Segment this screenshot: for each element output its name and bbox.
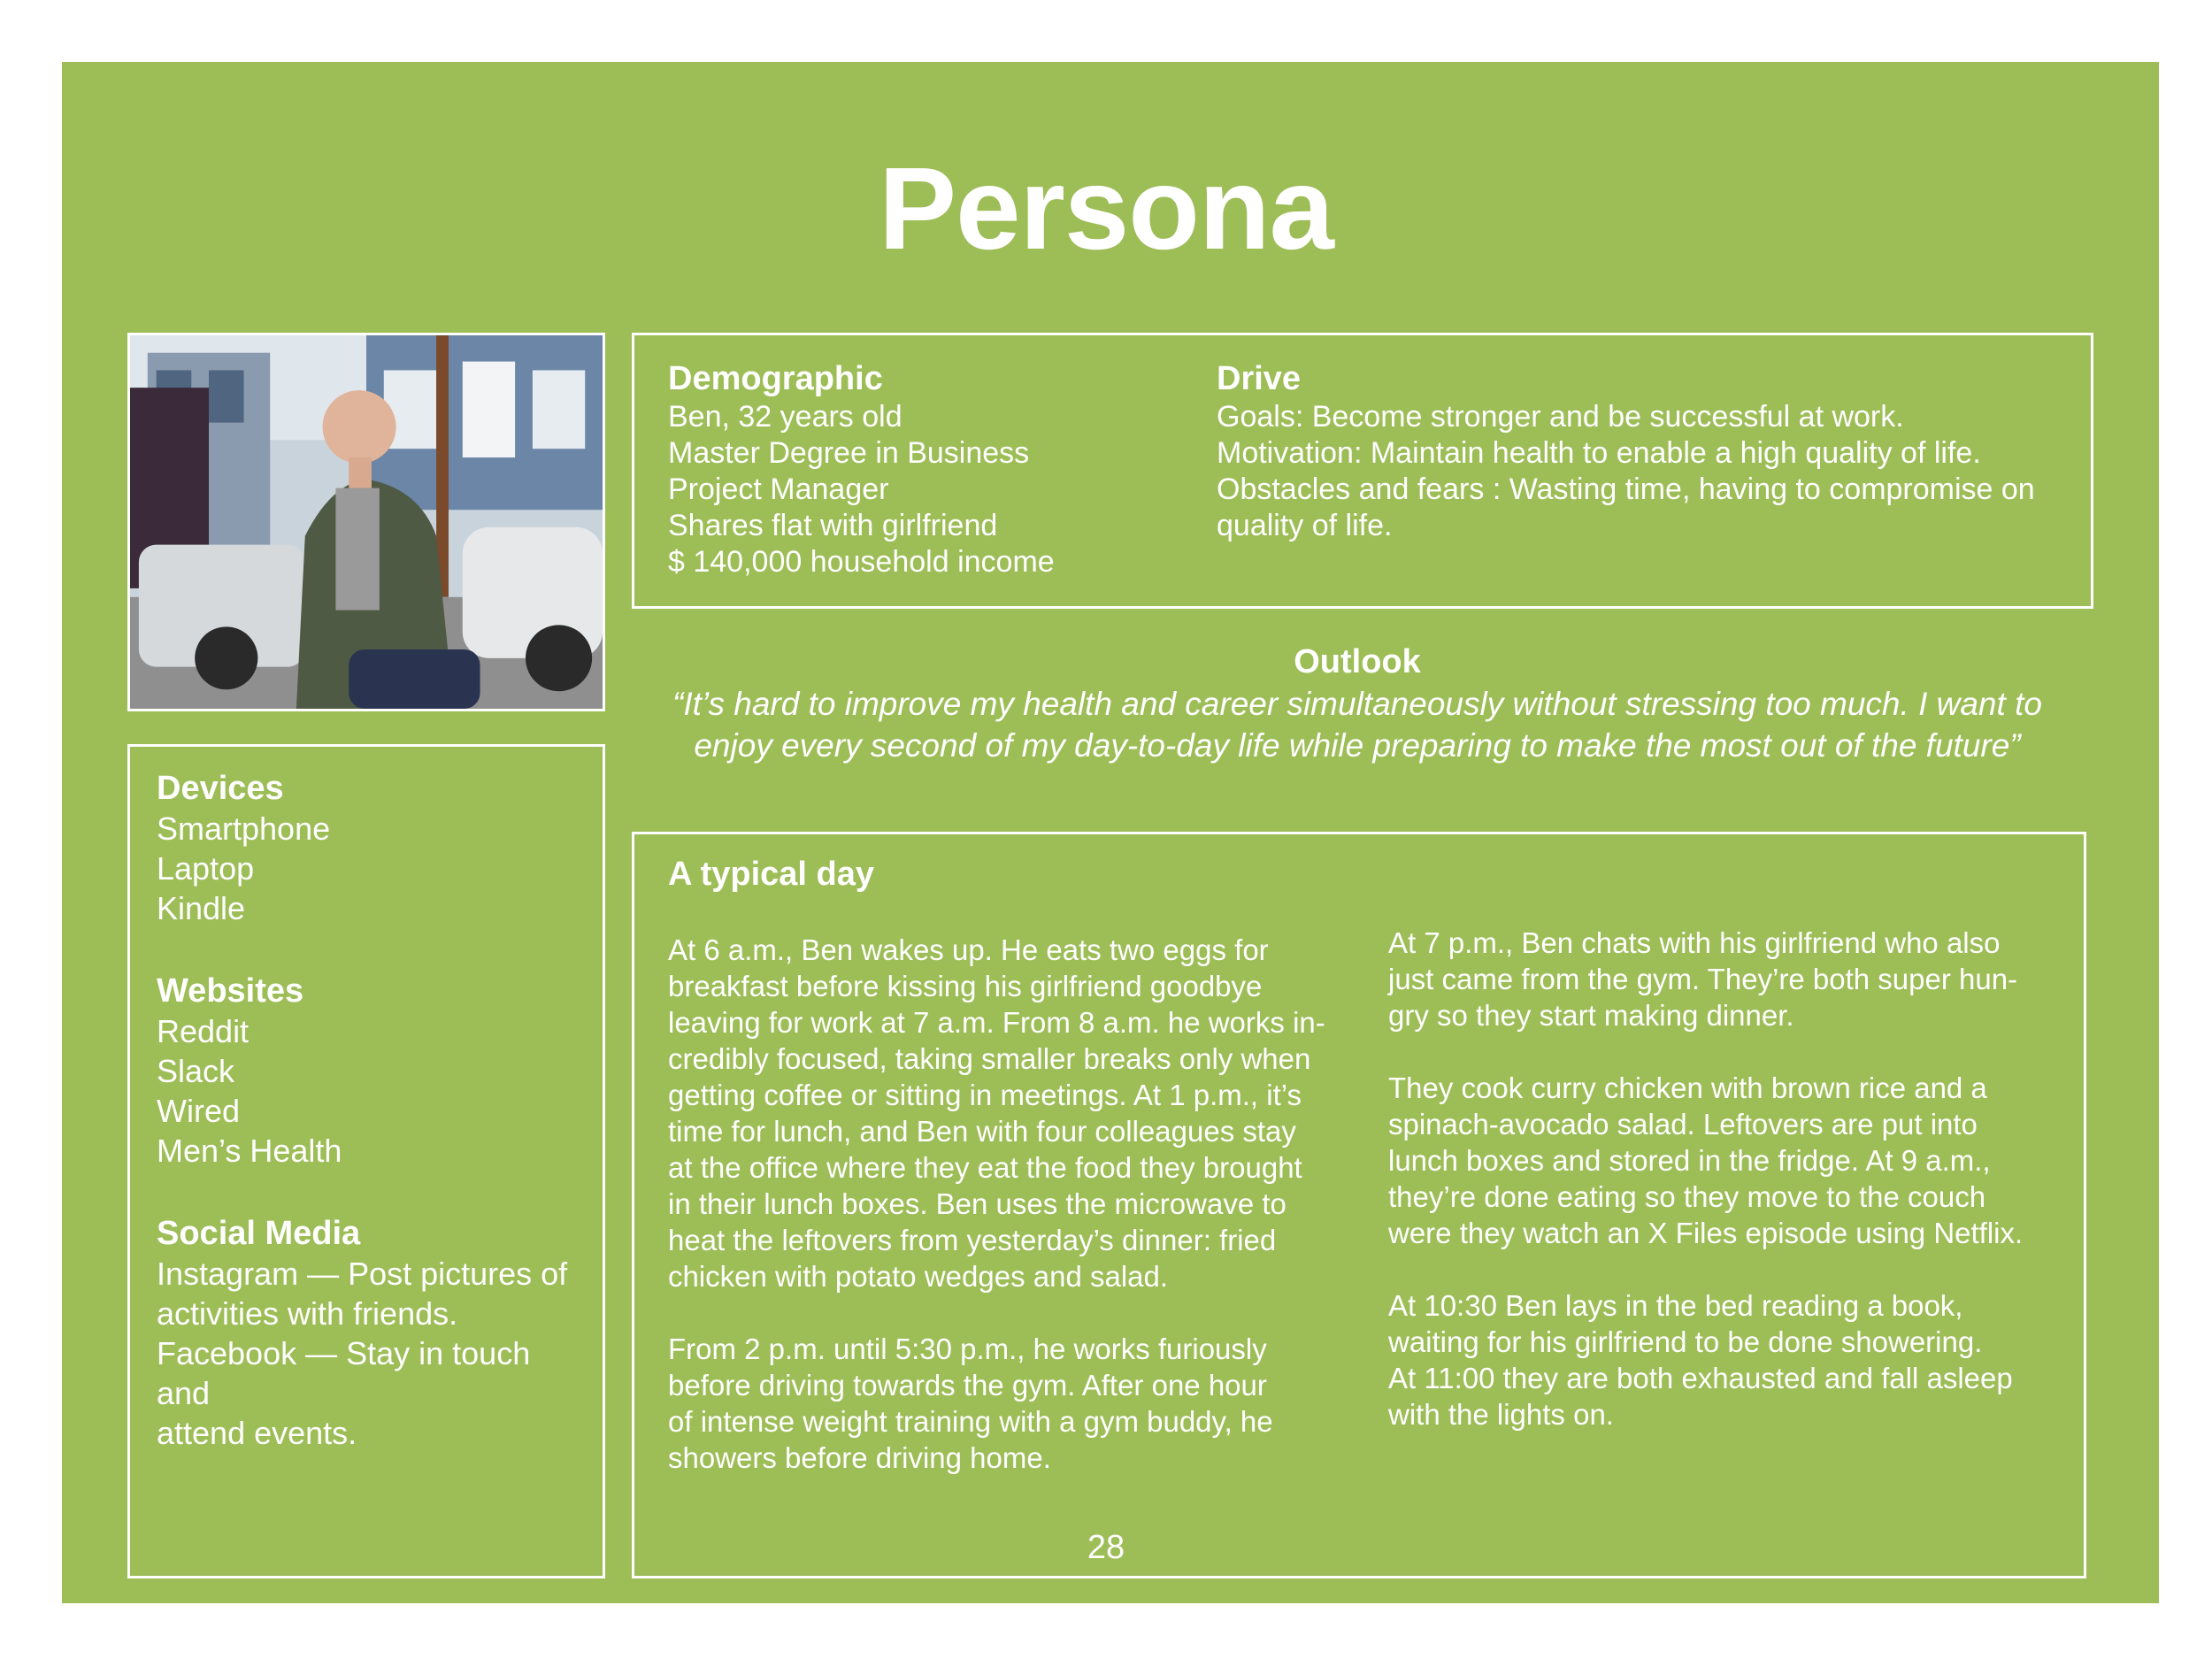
websites-heading: Websites	[157, 972, 304, 1010]
day-line: showers before driving home.	[668, 1441, 1051, 1474]
demographic-drive-panel	[632, 333, 2093, 609]
devices-section	[157, 768, 581, 928]
outlook-quote-line: enjoy every second of my day-to-day life while preparing to make the most out of the future”	[694, 727, 2021, 764]
social-media-line: attend events.	[157, 1415, 357, 1451]
day-line: breakfast before kissing his girlfriend goodbye	[668, 970, 1263, 1002]
drive-line: quality of life.	[1217, 509, 1393, 542]
website-item: Men’s Health	[157, 1133, 342, 1169]
demographic-line: Shares flat with girlfriend	[668, 509, 998, 542]
day-line: lunch boxes and stored in the fridge. At 9 a.m.,	[1388, 1144, 1991, 1177]
day-line: just came from the gym. They’re both super hun-	[1388, 963, 2018, 995]
day-line: spinach-avocado salad. Leftovers are put into	[1388, 1108, 1978, 1141]
drive-heading: Drive	[1217, 360, 1302, 397]
social-media-heading: Social Media	[157, 1215, 361, 1252]
social-media-line: activities with friends.	[157, 1295, 458, 1332]
typical-day-heading: A typical day	[668, 856, 875, 893]
demographic-line: Project Manager	[668, 472, 889, 506]
outlook-section	[632, 641, 2083, 766]
device-item: Smartphone	[157, 810, 331, 847]
day-line: they’re done eating so they move to the couch	[1388, 1180, 1986, 1213]
device-item: Kindle	[157, 890, 246, 926]
social-media-line: Instagram — Post pictures of	[157, 1256, 568, 1292]
demographic-heading: Demographic	[668, 360, 883, 397]
day-line: getting coffee or sitting in meetings. At 1 p.m., it’s	[668, 1079, 1302, 1111]
day-line: in their lunch boxes. Ben uses the microwave to	[668, 1187, 1286, 1220]
day-line: waiting for his girlfriend to be done showering.	[1388, 1325, 1983, 1358]
day-line: were they watch an X Files episode using Netflix.	[1388, 1217, 2024, 1249]
day-line: At 7 p.m., Ben chats with his girlfriend who also	[1388, 926, 2001, 959]
websites-section	[157, 971, 581, 1171]
day-line: credibly focused, taking smaller breaks only when	[668, 1042, 1311, 1075]
outlook-heading: Outlook	[1294, 643, 1421, 680]
day-line: At 6 a.m., Ben wakes up. He eats two eggs for	[668, 933, 1269, 966]
day-line: before driving towards the gym. After one hour	[668, 1369, 1267, 1402]
demographic-line: $ 140,000 household income	[668, 545, 1055, 579]
drive-line: Obstacles and fears : Wasting time, having to compromise on	[1217, 472, 2035, 506]
outlook-quote-line: “It’s hard to improve my health and career simultaneously without stressing too much. I want to	[672, 686, 2042, 722]
drive-line: Motivation: Maintain health to enable a high quality of life.	[1217, 436, 1981, 470]
typical-day-column-1	[668, 932, 1358, 1476]
day-line: gry so they start making dinner.	[1388, 999, 1794, 1032]
day-line: leaving for work at 7 a.m. From 8 a.m. he works in-	[668, 1006, 1325, 1039]
social-media-section	[157, 1213, 581, 1453]
day-line: time for lunch, and Ben with four colleagues stay	[668, 1115, 1296, 1148]
drive-section	[1217, 358, 2084, 544]
day-line: heat the leftovers from yesterday’s dinner: fried	[668, 1224, 1277, 1256]
day-line: with the lights on.	[1388, 1398, 1614, 1431]
day-line: at the office where they eat the food they brought	[668, 1151, 1302, 1184]
website-item: Reddit	[157, 1013, 250, 1049]
typical-day-panel	[632, 832, 2086, 1578]
social-media-line: Facebook — Stay in touch and	[157, 1335, 531, 1411]
day-line: At 10:30 Ben lays in the bed reading a book,	[1388, 1289, 1963, 1322]
demographic-line: Master Degree in Business	[668, 436, 1030, 470]
device-item: Laptop	[157, 850, 255, 887]
typical-day-column-2	[1388, 925, 2078, 1432]
page-title: Persona	[879, 143, 1333, 273]
website-item: Wired	[157, 1093, 241, 1129]
day-line: They cook curry chicken with brown rice and a	[1388, 1071, 1987, 1104]
channels-panel	[127, 744, 605, 1578]
day-line: At 11:00 they are both exhausted and fall asleep	[1388, 1362, 2013, 1394]
persona-photo-image	[130, 335, 603, 709]
website-item: Slack	[157, 1053, 235, 1089]
page-number: 28	[1087, 1529, 1125, 1566]
drive-line: Goals: Become stronger and be successful at work.	[1217, 400, 1904, 434]
persona-photo	[127, 333, 605, 711]
day-line: chicken with potato wedges and salad.	[668, 1260, 1169, 1293]
day-line: From 2 p.m. until 5:30 p.m., he works furiously	[668, 1333, 1267, 1365]
demographic-section	[668, 358, 1199, 580]
day-line: of intense weight training with a gym buddy, he	[668, 1405, 1273, 1438]
demographic-line: Ben, 32 years old	[668, 400, 902, 434]
devices-heading: Devices	[157, 770, 284, 807]
